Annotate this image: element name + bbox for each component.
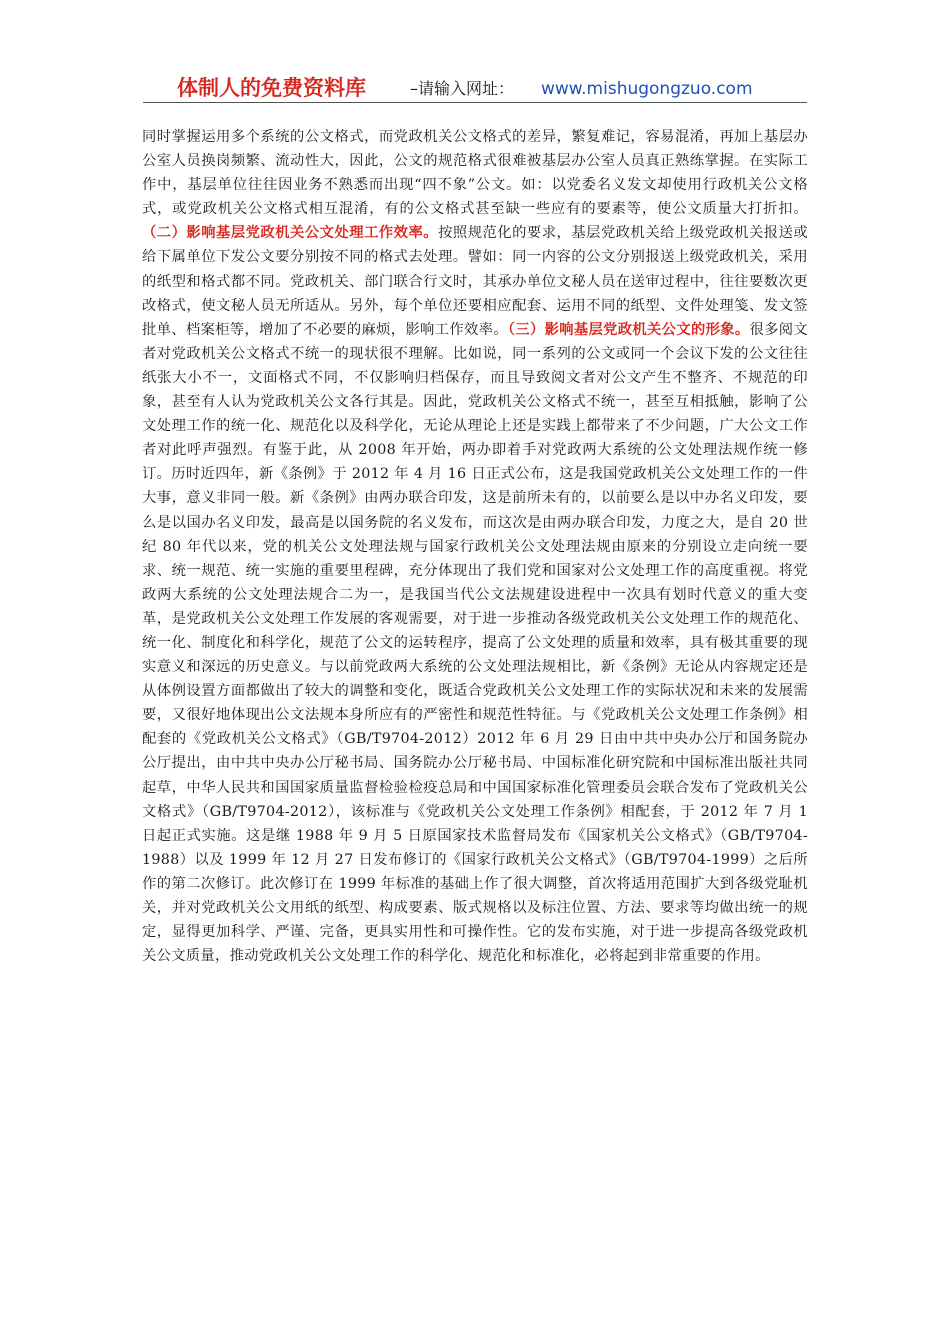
page-header xyxy=(143,76,807,103)
header-url-link[interactable]: www.mishugongzuo.com xyxy=(541,79,753,99)
section-heading-2: （二）影响基层党政机关公文处理工作效率。 xyxy=(142,225,439,242)
body-paragraph xyxy=(142,125,808,968)
body-segment-2: 按照规范化的要求，基层党政机关给上级党政机关报送或给下属单位下发公文要分别按不同的格式去处理。譬如：同一内容的公文分别报送上级党政机关，采用的纸型和格式都不同。党政机关、部门联合行文时，其承办单位文秘人员在送审过程中，往往要数次更改格式，使文秘人员无所适从。另外，每个单位还要相应配套、运用不同的纸型、文件处理笺、发文签批单、档案柜等，增加了不必要的麻烦，影响工作效率。 xyxy=(142,225,808,338)
header-prompt: –请输入网址： xyxy=(410,79,515,98)
header-brand: 体制人的免费资料库 xyxy=(177,76,366,100)
body-segment-1: 同时掌握运用多个系统的公文格式，而党政机关公文格式的差异，繁复难记，容易混淆，再加上基层办公室人员换岗频繁、流动性大，因此，公文的规范格式很难被基层办公室人员真正熟练掌握。在实际工作中，基层单位往往因业务不熟悉而出现“四不象”公文。如：以党委名义发文却使用行政机关公文格式，或党政机关公文格式相互混淆，有的公文格式甚至缺一些应有的要素等，使公文质量大打折扣。 xyxy=(142,129,808,218)
body-segment-3: 很多阅文者对党政机关公文格式不统一的现状很不理解。比如说，同一系列的公文或同一个会议下发的公文往往纸张大小不一，文面格式不同，不仅影响归档保存，而且导致阅文者对公文产生不整齐、不规范的印象，甚至有人认为党政机关公文各行其是。因此，党政机关公文格式不统一，甚至互相抵触，影响了公文处理工作的统一化、规范化以及科学化，无论从理论上还是实践上都带来了不少问题，广大公文工作者对此呼声强烈。有鉴于此，从 2008 年开始，两办即着手对党政两大系统的公文处理法规作统一修订。历时近四年，新《条例》于 2012 年 4 月 16 日正式公布，这是我国党政机关公文处理工作的一件大事，意义非同一般。新《条例》由两办联合印发，这是前所未有的，以前要么是以中办名义印发，要么是以国办名义印发，最高是以国务院的名义发布，而这次是由两办联合印发，力度之大，是自 20 世纪 80 年代以来，党的机关公文处理法规与国家行政机关公文处理法规由原来的分别设立走向统一要求、统一规范、统一实施的重要里程碑，充分体现出了我们党和国家对公文处理工作的高度重视。将党政两大系统的公文处理法规合二为一，是我国当代公文法规建设进程中一次具有划时代意义的重大变革，是党政机关公文处理工作发展的客观需要，对于进一步推动各级党政机关公文处理工作的规范化、统一化、制度化和科学化，规范了公文的运转程序，提高了公文处理的质量和效率，具有极其重要的现实意义和深远的历史意义。与以前党政两大系统的公文处理法规相比，新《条例》无论从内容规定还是从体例设置方面都做出了较大的调整和变化，既适合党政机关公文处理工作的实际状况和未来的发展需要，又很好地体现出公文法规本身所应有的严密性和规范性特征。与《党政机关公文处理工作条例》相配套的《党政机关公文格式》（GB/T9704-2012）2012 年 6 月 29 日由中共中央办公厅和国务院办公厅提出，由中共中央办公厅秘书局、国务院办公厅秘书局、中国标准化研究院和中国标准出版社共同起草，中华人民共和国国家质量监督检验检疫总局和中国国家标准化管理委员会联合发布了党政机关公文格式》（GB/T9704-2012），该标准与《党政机关公文处理工作条例》相配套，于 2012 年 7 月 1 日起正式实施。这是继 1988 年 9 月 5 日原国家技术监督局发布《国家机关公文格式》（GB/T9704-1988）以及 1999 年 12 月 27 日发布修订的《国家行政机关公文格式》（GB/T9704-1999）之后所作的第二次修订。此次修订在 1999 年标准的基础上作了很大调整，首次将适用范围扩大到各级党耻机关，并对党政机关公文用纸的纸型、构成要素、版式规格以及标注位置、方法、要求等均做出统一的规定，显得更加科学、严谨、完备，更具实用性和可操作性。它的发布实施，对于进一步提高各级党政机关公文质量，推动党政机关公文处理工作的科学化、规范化和标准化，必将起到非常重要的作用。 xyxy=(142,321,808,965)
section-heading-3: （三）影响基层党政机关公文的形象。 xyxy=(507,321,750,338)
document-body xyxy=(142,125,808,968)
